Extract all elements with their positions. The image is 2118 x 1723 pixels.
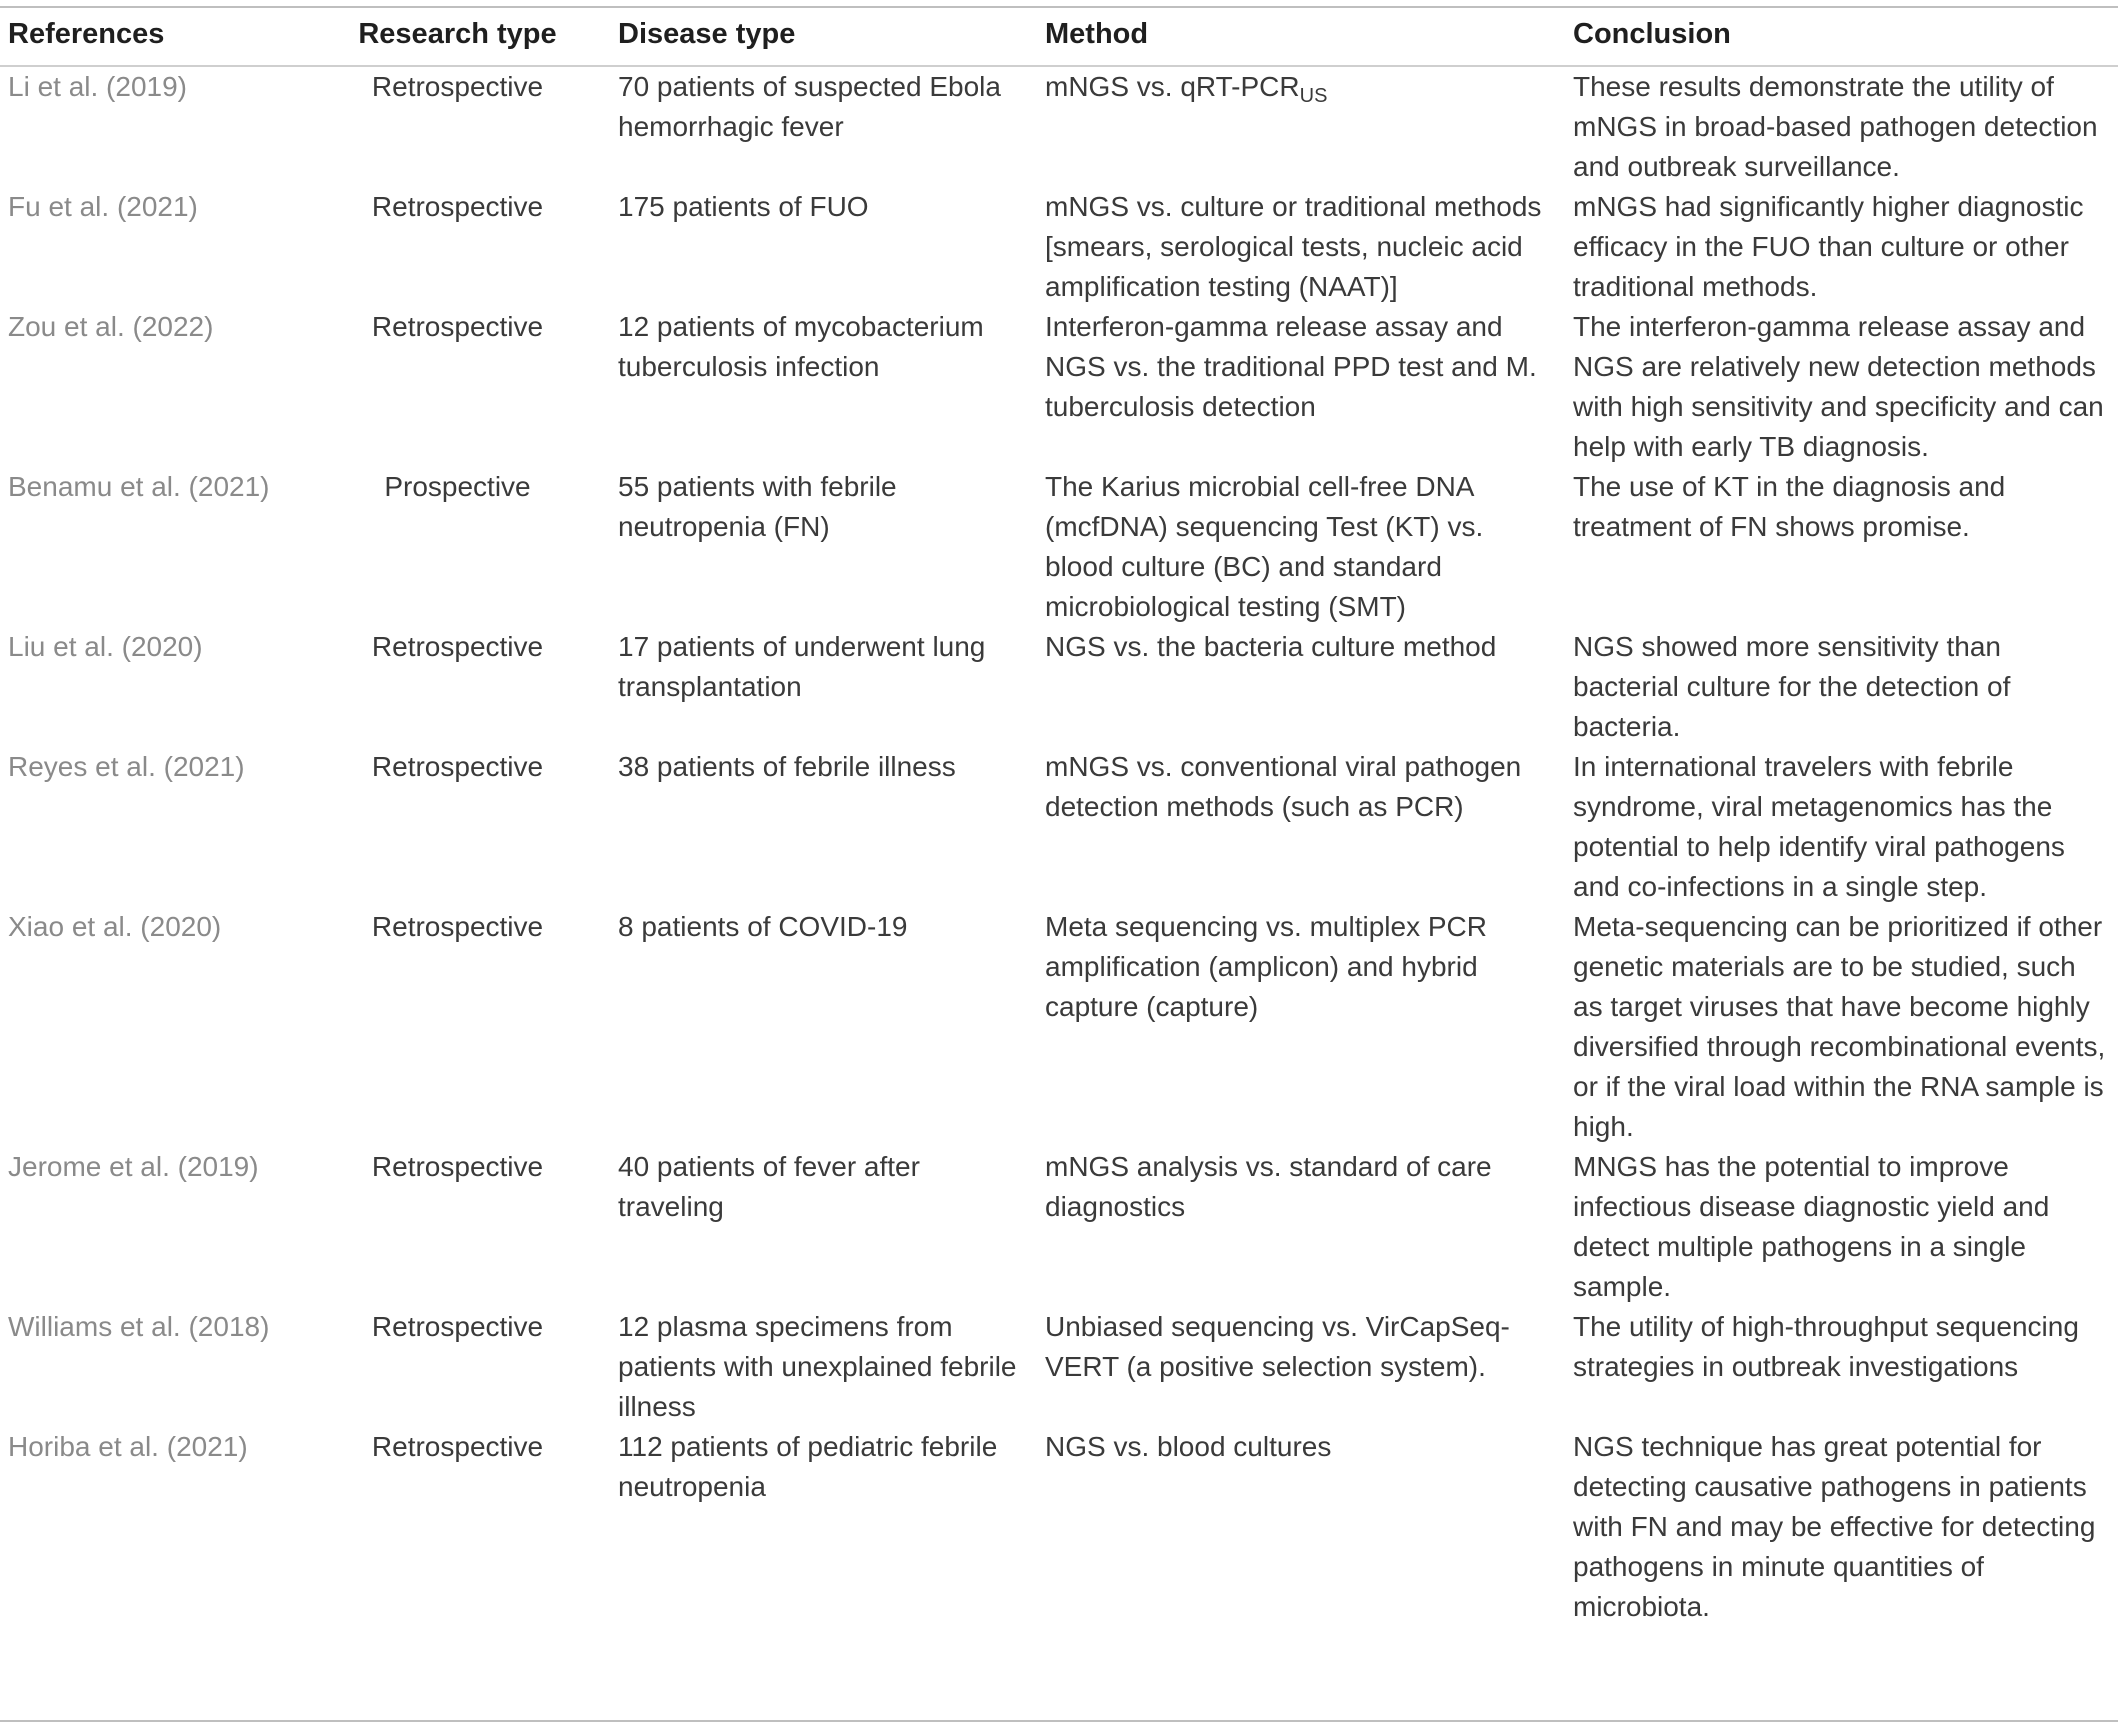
header-disease-type: Disease type <box>610 8 1037 66</box>
cell-reference: Jerome et al. (2019) <box>8 1151 259 1182</box>
cell-disease-type: 55 patients with febrile neutropenia (FN) <box>618 471 897 542</box>
header-references: References <box>0 8 305 66</box>
cell-research-type: Retrospective <box>371 311 544 342</box>
cell-reference: Liu et al. (2020) <box>8 631 203 662</box>
cell-conclusion: The interferon-gamma release assay and NGS are relatively new detection methods with high sensitivity and specificity and can help with early TB diagnosis. <box>1573 311 2104 462</box>
cell-method: NGS vs. the bacteria culture method <box>1045 631 1497 662</box>
cell-method-text: mNGS vs. qRT-PCR <box>1045 71 1300 102</box>
cell-reference: Williams et al. (2018) <box>8 1311 270 1342</box>
cell-reference: Reyes et al. (2021) <box>8 751 245 782</box>
cell-research-type: Retrospective <box>371 71 544 102</box>
cell-disease-type: 112 patients of pediatric febrile neutropenia <box>618 1431 998 1502</box>
cell-conclusion: MNGS has the potential to improve infectious disease diagnostic yield and detect multiple pathogens in a single sample. <box>1573 1151 2050 1302</box>
cell-research-type: Retrospective <box>371 751 544 782</box>
table-row <box>0 747 2118 907</box>
cell-conclusion: NGS technique has great potential for detecting causative pathogens in patients with FN and may be effective for detecting pathogens in minute quantities of microbiota. <box>1573 1431 2096 1622</box>
cell-research-type: Retrospective <box>371 911 544 942</box>
table-row <box>0 1307 2118 1427</box>
cell-disease-type: 40 patients of fever after traveling <box>618 1151 920 1222</box>
header-research-type: Research type <box>305 8 610 66</box>
cell-method <box>1037 66 1565 187</box>
cell-research-type: Prospective <box>384 471 531 502</box>
cell-research-type: Retrospective <box>371 1311 544 1342</box>
table-row <box>0 1427 2118 1627</box>
cell-reference: Xiao et al. (2020) <box>8 911 222 942</box>
table-row <box>0 467 2118 627</box>
header-method: Method <box>1037 8 1565 66</box>
cell-research-type: Retrospective <box>371 631 544 662</box>
cell-method: Interferon-gamma release assay and NGS vs. the traditional PPD test and M. tuberculosis detection <box>1045 311 1537 422</box>
cell-conclusion: These results demonstrate the utility of mNGS in broad-based pathogen detection and outbreak surveillance. <box>1573 71 2098 182</box>
cell-disease-type: 12 patients of mycobacterium tuberculosis infection <box>618 311 984 382</box>
table-row <box>0 187 2118 307</box>
cell-conclusion: In international travelers with febrile syndrome, viral metagenomics has the potential to help identify viral pathogens and co-infections in a single step. <box>1573 751 2065 902</box>
cell-conclusion: mNGS had significantly higher diagnostic efficacy in the FUO than culture or other traditional methods. <box>1573 191 2084 302</box>
cell-reference: Horiba et al. (2021) <box>8 1431 248 1462</box>
cell-reference: Li et al. (2019) <box>8 71 187 102</box>
cell-disease-type: 70 patients of suspected Ebola hemorrhagic fever <box>618 71 1001 142</box>
cell-method: Unbiased sequencing vs. VirCapSeq-VERT (a positive selection system). <box>1045 1311 1510 1382</box>
header-conclusion: Conclusion <box>1565 8 2118 66</box>
cell-method: Meta sequencing vs. multiplex PCR amplification (amplicon) and hybrid capture (capture) <box>1045 911 1487 1022</box>
cell-method: mNGS analysis vs. standard of care diagnostics <box>1045 1151 1492 1222</box>
cell-disease-type: 38 patients of febrile illness <box>618 751 956 782</box>
table-row <box>0 1147 2118 1307</box>
table-row <box>0 307 2118 467</box>
cell-method: The Karius microbial cell-free DNA (mcfDNA) sequencing Test (KT) vs. blood culture (BC) and standard microbiological testing (SMT) <box>1045 471 1484 622</box>
cell-disease-type: 175 patients of FUO <box>618 191 869 222</box>
table-bottom-rule <box>0 1720 2118 1722</box>
cell-research-type: Retrospective <box>371 191 544 222</box>
cell-conclusion: The utility of high-throughput sequencing strategies in outbreak investigations <box>1573 1311 2079 1382</box>
cell-reference: Fu et al. (2021) <box>8 191 198 222</box>
cell-disease-type: 17 patients of underwent lung transplantation <box>618 631 986 702</box>
cell-research-type: Retrospective <box>371 1431 544 1462</box>
cell-method: NGS vs. blood cultures <box>1045 1431 1332 1462</box>
cell-method: mNGS vs. culture or traditional methods [smears, serological tests, nucleic acid amplification testing (NAAT)] <box>1045 191 1542 302</box>
table-row <box>0 66 2118 187</box>
cell-research-type: Retrospective <box>371 1151 544 1182</box>
table-row <box>0 627 2118 747</box>
cell-reference: Benamu et al. (2021) <box>8 471 270 502</box>
cell-method: mNGS vs. conventional viral pathogen detection methods (such as PCR) <box>1045 751 1522 822</box>
cell-conclusion: Meta-sequencing can be prioritized if other genetic materials are to be studied, such as target viruses that have become highly diversified through recombinational events, or if the viral load within the RNA sample is high. <box>1573 911 2106 1142</box>
comparison-table <box>0 8 2118 1627</box>
cell-conclusion: NGS showed more sensitivity than bacterial culture for the detection of bacteria. <box>1573 631 2011 742</box>
cell-disease-type: 8 patients of COVID-19 <box>618 911 908 942</box>
cell-reference: Zou et al. (2022) <box>8 311 214 342</box>
table-header-row <box>0 8 2118 66</box>
table-row <box>0 907 2118 1147</box>
cell-disease-type: 12 plasma specimens from patients with unexplained febrile illness <box>618 1311 1017 1422</box>
cell-method-subscript: US <box>1299 85 1328 107</box>
cell-conclusion: The use of KT in the diagnosis and treatment of FN shows promise. <box>1573 471 2006 542</box>
